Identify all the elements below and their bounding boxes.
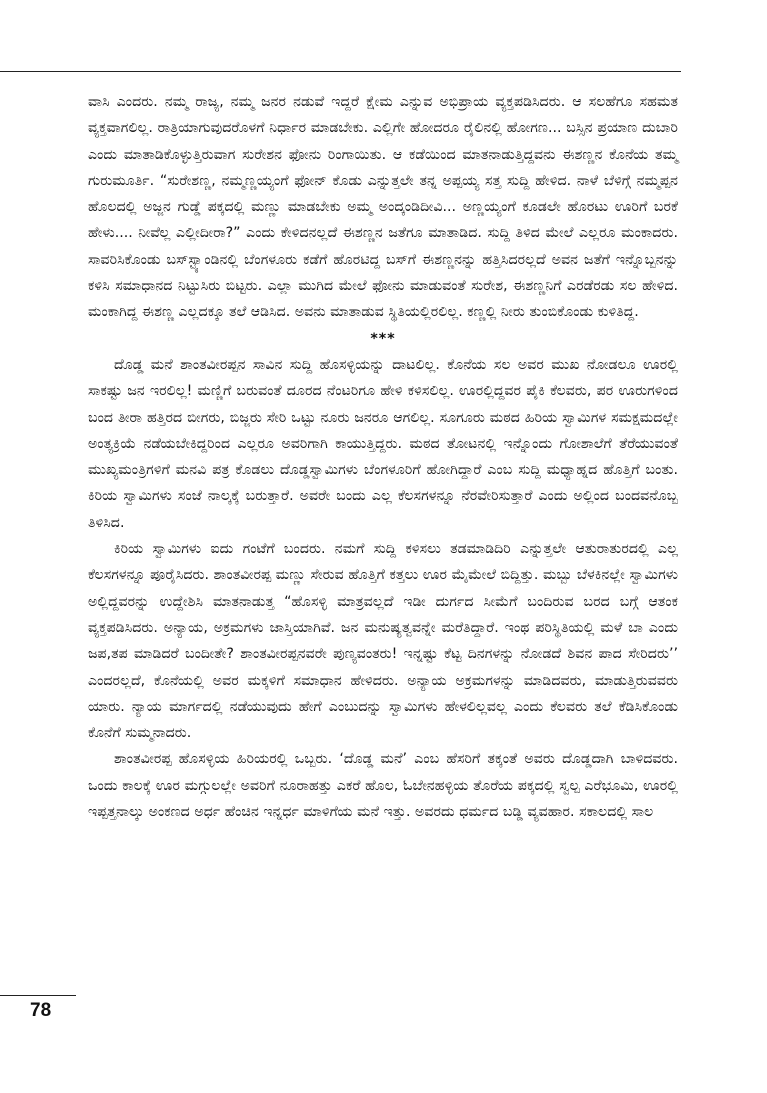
page-body — [88, 89, 678, 825]
page-number: 78 — [30, 1000, 52, 1021]
top-rule — [0, 71, 681, 72]
paragraph: ದೊಡ್ಡ ಮನೆ ಶಾಂತವೀರಪ್ಪನ ಸಾವಿನ ಸುದ್ದಿ ಹೊಸಳ್ಳಿಯನ್ನು ದಾಟಲಿಲ್ಲ. ಕೊನೆಯ ಸಲ ಅವರ ಮುಖ ನೋಡಲೂ ಊರಲ್ಲಿ ಸಾಕಷ್ಟು ಜನ ಇರಲಿಲ್ಲ! ಮಣ್ಣಿಗೆ ಬರುವಂತೆ ದೂರದ ನೆಂಟರಿಗೂ ಹೇಳಿ ಕಳಿಸಲಿಲ್ಲ. ಊರಲ್ಲಿದ್ದವರ ಪೈಕಿ ಕೆಲವರು, ಪರ ಊರುಗಳಿಂದ ಬಂದ ತೀರಾ ಹತ್ತಿರದ ಬೀಗರು, ಬಿಜ್ಜರು ಸೇರಿ ಒಟ್ಟು ನೂರು ಜನರೂ ಆಗಲಿಲ್ಲ. ಸೂಗೂರು ಮಠದ ಹಿರಿಯ ಸ್ವಾಮಿಗಳ ಸಮಕ್ಷಮದಲ್ಲೇ ಅಂತ್ಯಕ್ರಿಯೆ ನಡೆಯಬೇಕಿದ್ದರಿಂದ ಎಲ್ಲರೂ ಅವರಿಗಾಗಿ ಕಾಯುತ್ತಿದ್ದರು. ಮಠದ ತೋಟನಲ್ಲಿ ಇನ್ನೊಂದು ಗೋಶಾಲೆಗೆ ತೆರೆಯುವಂತೆ ಮುಖ್ಯಮಂತ್ರಿಗಳಿಗೆ ಮನವಿ ಪತ್ರ ಕೊಡಲು ದೊಡ್ಡಸ್ವಾಮಿಗಳು ಬೆಂಗಳೂರಿಗೆ ಹೋಗಿದ್ದಾರೆ ಎಂಬ ಸುದ್ದಿ ಮಧ್ಯಾಹ್ನದ ಹೊತ್ತಿಗೆ ಬಂತು. ಕಿರಿಯ ಸ್ವಾಮಿಗಳು ಸಂಜೆ ನಾಲ್ಕಕ್ಕೆ ಬರುತ್ತಾರೆ. ಅವರೇ ಬಂದು ಎಲ್ಲ ಕೆಲಸಗಳನ್ನೂ ನೆರವೇರಿಸುತ್ತಾರೆ ಎಂದು ಅಲ್ಲಿಂದ ಬಂದವನೊಬ್ಬ ತಿಳಿಸಿದ. — [88, 356, 678, 531]
paragraph: ವಾಸಿ ಎಂದರು. ನಮ್ಮ ರಾಜ್ಯ, ನಮ್ಮ ಜನರ ನಡುವೆ ಇದ್ದರೆ ಕ್ಷೇಮ ಎನ್ನುವ ಅಭಿಪ್ರಾಯ ವ್ಯಕ್ತಪಡಿಸಿದರು. ಆ ಸಲಹೆಗೂ ಸಹಮತ ವ್ಯಕ್ತವಾಗಲಿಲ್ಲ. ರಾತ್ರಿಯಾಗುವುದರೊಳಗೆ ನಿರ್ಧಾರ ಮಾಡಬೇಕು. ಎಲ್ಲಿಗೇ ಹೋದರೂ ರೈಲಿನಲ್ಲಿ ಹೋಗಣ... ಬಸ್ಸಿನ ಪ್ರಯಾಣ ದುಬಾರಿ ಎಂದು ಮಾತಾಡಿಕೊಳ್ಳುತ್ತಿರುವಾಗ ಸುರೇಶನ ಫೋನು ರಿಂಗಾಯಿತು. ಆ ಕಡೆಯಿಂದ ಮಾತನಾಡುತ್ತಿದ್ದವನು ಈಶಣ್ಣನ ಕೊನೆಯ ತಮ್ಮ ಗುರುಮೂರ್ತಿ. “ಸುರೇಶಣ್ಣ, ನಮ್ಮಣ್ಣಯ್ಯಂಗೆ ಫೋನ್ ಕೊಡು ಎನ್ನುತ್ತಲೇ ತನ್ನ ಅಪ್ಪಯ್ಯ ಸತ್ತ ಸುದ್ದಿ ಹೇಳಿದ. ನಾಳೆ ಬೆಳಿಗ್ಗೆ ನಮ್ಮಪ್ಪನ ಹೊಲದಲ್ಲಿ ಅಜ್ಜನ ಗುಡ್ಡೆ ಪಕ್ಕದಲ್ಲಿ ಮಣ್ಣು ಮಾಡಬೇಕು ಅಮ್ಮ ಅಂದ್ಕಂಡಿದೀವಿ... ಅಣ್ಣಯ್ಯಂಗೆ ಕೂಡಲೇ ಹೊರಟು ಊರಿಗೆ ಬರಕೆ ಹೇಳು.... ನೀವೆಲ್ಲ ಎಲ್ಲೀದೀರಾ?” ಎಂದು ಕೇಳಿದನಲ್ಲದೆ ಈಶಣ್ಣನ ಜತೆಗೂ ಮಾತಾಡಿದ. ಸುದ್ದಿ ತಿಳಿದ ಮೇಲೆ ಎಲ್ಲರೂ ಮಂಕಾದರು. ಸಾವರಿಸಿಕೊಂಡು ಬಸ್‌ಸ್ಟ್ಯಾಂಡಿನಲ್ಲಿ ಬೆಂಗಳೂರು ಕಡೆಗೆ ಹೊರಟಿದ್ದ ಬಸ್‌ಗೆ ಈಶಣ್ಣನನ್ನು ಹತ್ತಿಸಿದರಲ್ಲದೆ ಅವನ ಜತೆಗೆ ಇನ್ನೊಬ್ಬನನ್ನು ಕಳಿಸಿ ಸಮಾಧಾನದ ನಿಟ್ಟುಸಿರು ಬಿಟ್ಟರು. ಎಲ್ಲಾ ಮುಗಿದ ಮೇಲೆ ಫೋನು ಮಾಡುವಂತೆ ಸುರೇಶ, ಈಶಣ್ಣನಿಗೆ ಎರಡೆರಡು ಸಲ ಹೇಳಿದ. ಮಂಕಾಗಿದ್ದ ಈಶಣ್ಣ ಎಲ್ಲದಕ್ಕೂ ತಲೆ ಆಡಿಸಿದ. ಅವನು ಮಾತಾಡುವ ಸ್ಥಿತಿಯಲ್ಲಿರಲಿಲ್ಲ. ಕಣ್ಣಲ್ಲಿ ನೀರು ತುಂಬಿಕೊಂಡು ಕುಳಿತಿದ್ದ. — [88, 94, 678, 321]
paragraph: ಶಾಂತವೀರಪ್ಪ ಹೊಸಳ್ಳಿಯ ಹಿರಿಯರಲ್ಲಿ ಒಬ್ಬರು. ‘ದೊಡ್ಡ ಮನೆ’ ಎಂಬ ಹೆಸರಿಗೆ ತಕ್ಕಂತೆ ಅವರು ದೊಡ್ಡದಾಗಿ ಬಾಳಿದವರು. ಒಂದು ಕಾಲಕ್ಕೆ ಊರ ಮಗ್ಗುಲಲ್ಲೇ ಅವರಿಗೆ ನೂರಾಹತ್ತು ಎಕರೆ ಹೊಲ, ಓಬೇನಹಳ್ಳಿಯ ತೊರೆಯ ಪಕ್ಕದಲ್ಲಿ ಸ್ವಲ್ಪ ಎರೆಭೂಮಿ, ಊರಲ್ಲಿ ಇಪ್ಪತ್ತನಾಲ್ಕು ಅಂಕಣದ ಅರ್ಧ ಹೆಂಚಿನ ಇನ್ನರ್ಧ ಮಾಳಿಗೆಯ ಮನೆ ಇತ್ತು. ಅವರದು ಧರ್ಮದ ಬಡ್ಡಿ ವ್ಯವಹಾರ. ಸಕಾಲದಲ್ಲಿ ಸಾಲ — [88, 751, 678, 821]
page-number-rule — [0, 995, 76, 996]
section-separator: *** — [370, 330, 396, 347]
paragraph: ಕಿರಿಯ ಸ್ವಾಮಿಗಳು ಐದು ಗಂಟೆಗೆ ಬಂದರು. ನಮಗೆ ಸುದ್ದಿ ಕಳಿಸಲು ತಡಮಾಡಿದಿರಿ ಎನ್ನುತ್ತಲೇ ಆತುರಾತುರದಲ್ಲಿ ಎಲ್ಲ ಕೆಲಸಗಳನ್ನೂ ಪೂರೈಸಿದರು. ಶಾಂತವೀರಪ್ಪ ಮಣ್ಣು ಸೇರುವ ಹೊತ್ತಿಗೆ ಕತ್ತಲು ಊರ ಮೈಮೇಲೆ ಬಿದ್ದಿತ್ತು. ಮಬ್ಬು ಬೆಳಕಿನಲ್ಲೇ ಸ್ವಾಮಿಗಳು ಅಲ್ಲಿದ್ದವರನ್ನು ಉದ್ದೇಶಿಸಿ ಮಾತನಾಡುತ್ತ “ಹೊಸಳ್ಳಿ ಮಾತ್ರವಲ್ಲದೆ ಇಡೀ ದುರ್ಗದ ಸೀಮೆಗೆ ಬಂದಿರುವ ಬರದ ಬಗ್ಗೆ ಆತಂಕ ವ್ಯಕ್ತಪಡಿಸಿದರು. ಅನ್ಯಾಯ, ಅಕ್ರಮಗಳು ಜಾಸ್ತಿಯಾಗಿವೆ. ಜನ ಮನುಷ್ಯತ್ವವನ್ನೇ ಮರೆತಿದ್ದಾರೆ. ಇಂಥ ಪರಿಸ್ಥಿತಿಯಲ್ಲಿ ಮಳೆ ಬಾ ಎಂದು ಜಪ,ತಪ ಮಾಡಿದರೆ ಬಂದೀತೇ? ಶಾಂತವೀರಪ್ಪನವರೇ ಪುಣ್ಯವಂತರು! ಇನ್ನಷ್ಟು ಕೆಟ್ಟ ದಿನಗಳನ್ನು ನೋಡದೆ ಶಿವನ ಪಾದ ಸೇರಿದರು’’ ಎಂದರಲ್ಲದೆ, ಕೊನೆಯಲ್ಲಿ ಅವರ ಮಕ್ಕಳಿಗೆ ಸಮಾಧಾನ ಹೇಳಿದರು. ಅನ್ಯಾಯ ಅಕ್ರಮಗಳನ್ನು ಮಾಡಿದವರು, ಮಾಡುತ್ತಿರುವವರು ಯಾರು. ನ್ಯಾಯ ಮಾರ್ಗದಲ್ಲಿ ನಡೆಯುವುದು ಹೇಗೆ ಎಂಬುದನ್ನು ಸ್ವಾಮಿಗಳು ಹೇಳಲಿಲ್ಲವಲ್ಲ ಎಂದು ಕೆಲವರು ತಲೆ ಕೆಡಿಸಿಕೊಂಡು ಕೊನೆಗೆ ಸುಮ್ಮನಾದರು. — [88, 541, 678, 742]
